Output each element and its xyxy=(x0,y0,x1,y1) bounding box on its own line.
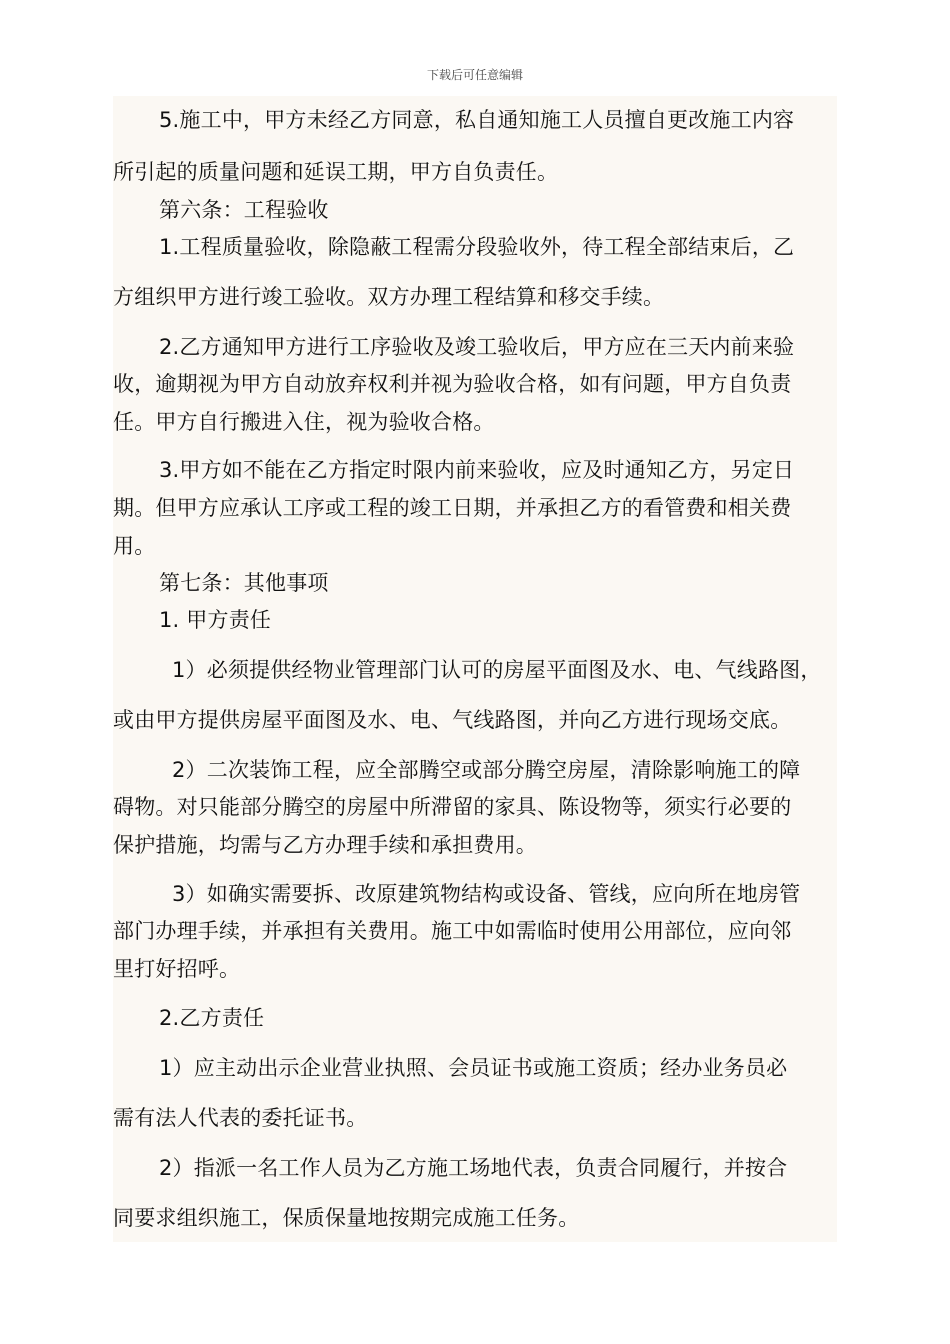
subsection-heading: 1. 甲方责任 xyxy=(159,608,272,632)
paragraph-line: 方组织甲方进行竣工验收。双方办理工程结算和移交手续。 xyxy=(113,285,665,309)
paragraph-line: 期。但甲方应承认工序或工程的竣工日期，并承担乙方的看管费和相关费 xyxy=(113,496,792,520)
paragraph-line: 部门办理手续，并承担有关费用。施工中如需临时使用公用部位，应向邻 xyxy=(113,919,792,943)
paragraph-line: 同要求组织施工，保质保量地按期完成施工任务。 xyxy=(113,1206,580,1230)
paragraph-line: 里打好招呼。 xyxy=(113,957,241,981)
paragraph-line: 或由甲方提供房屋平面图及水、电、气线路图，并向乙方进行现场交底。 xyxy=(113,708,792,732)
section-heading: 第六条：工程验收 xyxy=(159,198,329,222)
subsection-heading: 2.乙方责任 xyxy=(159,1006,265,1030)
paragraph-line: 用。 xyxy=(113,534,156,558)
paragraph-line: 3）如确实需要拆、改原建筑物结构或设备、管线，应向所在地房管 xyxy=(172,882,801,906)
paragraph-line: 1.工程质量验收，除隐蔽工程需分段验收外，待工程全部结束后，乙 xyxy=(159,235,795,259)
page-header-note: 下载后可任意编辑 xyxy=(426,68,523,82)
paragraph-line: 收，逾期视为甲方自动放弃权利并视为验收合格，如有问题，甲方自负责 xyxy=(113,372,792,396)
paragraph-line: 任。甲方自行搬进入住，视为验收合格。 xyxy=(113,410,495,434)
paragraph-line: 1）必须提供经物业管理部门认可的房屋平面图及水、电、气线路图， xyxy=(172,658,822,682)
paragraph-line: 所引起的质量问题和延误工期，甲方自负责任。 xyxy=(113,160,559,184)
paragraph-line: 2.乙方通知甲方进行工序验收及竣工验收后，甲方应在三天内前来验 xyxy=(159,335,795,359)
paragraph-line: 5.施工中，甲方未经乙方同意，私自通知施工人员擅自更改施工内容 xyxy=(159,108,795,132)
paragraph-line: 保护措施，均需与乙方办理手续和承担费用。 xyxy=(113,833,537,857)
paragraph-line: 2）指派一名工作人员为乙方施工场地代表，负责合同履行，并按合 xyxy=(159,1156,788,1180)
paragraph-line: 2）二次装饰工程，应全部腾空或部分腾空房屋，清除影响施工的障 xyxy=(172,758,801,782)
paragraph-line: 碍物。对只能部分腾空的房屋中所滞留的家具、陈设物等，须实行必要的 xyxy=(113,795,792,819)
paragraph-line: 1）应主动出示企业营业执照、会员证书或施工资质；经办业务员必 xyxy=(159,1056,788,1080)
paragraph-line: 3.甲方如不能在乙方指定时限内前来验收，应及时通知乙方，另定日 xyxy=(159,458,795,482)
paragraph-line: 需有法人代表的委托证书。 xyxy=(113,1106,368,1130)
section-heading: 第七条：其他事项 xyxy=(159,571,329,595)
